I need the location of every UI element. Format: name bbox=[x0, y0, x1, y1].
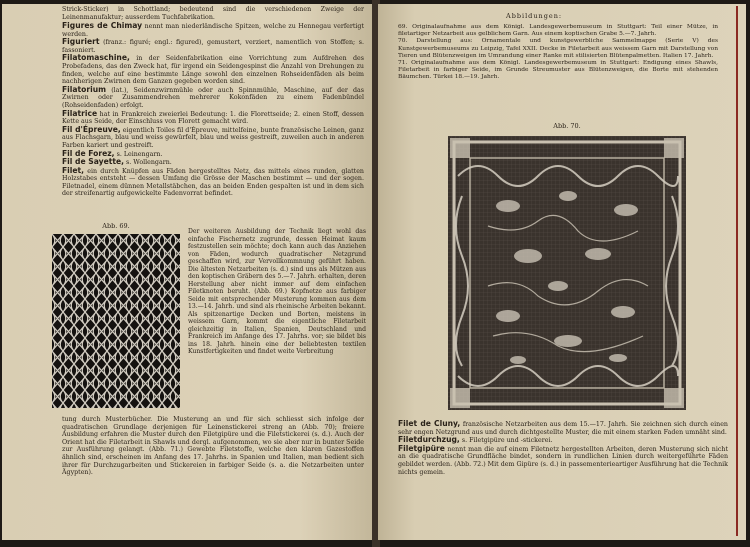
entry-fil-d-epreuve: Fil d'Épreuve, eigentlich Toiles fil d'Épreuve, mittelfeine, bunte französische Leinen, ganz aus Flachsgarn, blau und weiss gewürfelt, blau und weiss gestreift, zuweilen auch in anderen Farben kariert und gestreift. bbox=[62, 124, 364, 149]
caption-70: 70. Darstellung aus: Ornamentale und kunstgewerbliche Sammelmappe (Serie V) des Kunstgewerbemuseums zu Leipzig, Tafel XXII. Decke in Filetarbeit aus weissem Garn mit Darstellung von Tieren und Blütenzweigen im Umrandung einer Ranke mit stilisierten Blütenpalmetten. Italien 17. Jahrh. bbox=[398, 38, 718, 59]
fig69-caption: Abb. 69. bbox=[102, 222, 130, 230]
caption-69: 69. Originalaufnahme aus dem Königl. Landesgewerbemuseum in Stuttgart: Teil einer Mütze, in filetartiger Netzarbeit aus gelblichem Garn. Aus einem koptischen Grabe 5.—7. Jahrh. bbox=[398, 24, 718, 38]
left-page bbox=[2, 4, 374, 540]
left-top-text bbox=[62, 6, 364, 21]
netting-pattern bbox=[52, 234, 180, 408]
entry-filet-de-cluny: Filet de Cluny, französische Netzarbeiten aus dem 15.—17. Jahrh. Sie zeichnen sich durch einen sehr engen Netzgrund aus und durch dichtgestellte Muster, die mit einem starken Faden umnäht sind. bbox=[398, 419, 728, 436]
figure-70-lace-cover bbox=[448, 136, 686, 410]
entry-filatomaschine: Filatomaschine, in der Seidenfabrikation eine Vorrichtung zum Aufdrehen des Probefadens, das den Zweck hat, für irgend ein Seidengespinst die Anzahl von Drehungen zu finden, welche auf eine bestimmte Länge sowohl den einzelnen Rohseidenfäden als beim nachherigen Zwirnen dem Ganzen gegeben worden sind. bbox=[62, 53, 364, 86]
illustrations-heading: Abbildungen: bbox=[506, 12, 563, 20]
entry-fil-de-forez: Fil de Forez, s. Leinengarn. bbox=[62, 148, 163, 158]
right-page bbox=[378, 4, 746, 540]
entry-figures-de-chimay: Figures de Chimay nennt man niederländische Spitzen, welche zu Hennegau verfertigt werden. bbox=[62, 21, 364, 38]
right-entries bbox=[398, 420, 728, 476]
figure-captions bbox=[398, 24, 718, 82]
entry-filetgipuere: Filetgipüre nennt man die auf einem Filetnetz hergestellten Arbeiten, deren Musterung sich nicht an die quadratische Grundfläche bindet, sondern in rundlichen Linien durch weitergeführte Fäden gebildet werden. (Abb. 72.) Mit dem Gipüre (s. d.) in passementerieartiger Ausführung hat die Technik nichts gemein. bbox=[398, 443, 728, 476]
left-bottom-text: tung durch Musterbücher. Die Musterung an und für sich schliesst sich infolge der quadratischen Grundlage derjenigen für Leinenstickerei streng an (Abb. 70); freiere Ausbildung erfahren die Muster durch den Filetgipüre und die Filetstickerei (s. d.). Auch der Orient hat die Filetarbeit in Shawls und dergl. aufgenommen, wo sie aber nur in bunter Seide zur Ausführung gelangt. (Abb. 71.) Gewebte Filetstoffe, welche den klaren Gazestoffen ähnlich sind, erscheinen im Anfang des 17. Jahrhs. in Spanien und Italien, man bedient sich ihrer für Durchzugarbeiten und Stickereien in farbiger Seide (s. a. die Netzarbeiten unter Ägypten). bbox=[62, 416, 364, 477]
entry-filatorium: Filatorium (lat.), Seidenzwirnmühle oder auch Spinnmühle, Maschine, auf der das Zwirnen oder Zusammendrehen mehrerer Kokonfäden zu einem Fadenbündel (Rohseidenfaden) erfolgt. bbox=[62, 84, 364, 109]
left-entries bbox=[62, 22, 364, 198]
left-side-column: Der weiteren Ausbildung der Technik liegt wohl das einfache Fischernetz zugrunde, dessen Heimat kaum festzustellen sein möchte; doch kann auch das Anziehen von Fäden, wodurch quadratischer Netzgrund geschaffen wird, zur Vervollkommnung geführt haben. Die ältesten Netzarbeiten (s. d.) sind uns als Mützen aus den koptischen Gräbern des 5.—7. Jahrh. erhalten, deren Herstellung aber nicht immer auf dem einfachen Filetknoten beruht. (Abb. 69.) Kopfnetze aus farbiger Seide mit entsprechender Musterung kommen aus dem 13.—14. Jahrh. und sind als rheinische Arbeiten bekannt. Als spitzenartige Decken und Borten, meistens in weissem Garn, kommt die eigentliche Filetarbeit gleichzeitig in Italien, Spanien, Deutschland und Frankreich im Anfange des 17. Jahrhs. vor; sie bildet bis ins 18. Jahrh. hinein eine der beliebtesten textilen Kunstfertigkeiten und findet weite Verbreitung bbox=[188, 228, 366, 355]
entry-filatrice: Filatrice hat in Frankreich zweierlei Bedeutung: 1. die Florettseide; 2. einen Stoff, dessen Kette aus Seide, der Einschluss von Florett gemacht wird. bbox=[62, 108, 364, 126]
entry-fil-de-sayette: Fil de Sayette, s. Wollengarn. bbox=[62, 157, 172, 167]
page-edge-marker bbox=[736, 6, 738, 536]
lace-cover-illustration bbox=[448, 136, 686, 410]
entry-figuriert: Figuriert (franz.: figuré; engl.: figured), gemustert, verziert, namentlich von Stoffen; s. fassoniert. bbox=[62, 37, 364, 54]
top-fragment: Strick-Sticker) in Schottland; bedeutend sind die verschiedenen Zweige der Leinenmanufaktur; ausserdem Tuchfabrikation. bbox=[62, 6, 364, 21]
entry-filetdurchzug: Filetdurchzug, s. Filetgipüre und -stickerei. bbox=[398, 435, 553, 445]
caption-71: 71. Originalaufnahme aus dem Königl. Landesgewerbemuseum in Stuttgart: Endigung eines Shawls, Filetarbeit in farbiger Seide, im Grunde Streumuster aus Blütenzweigen, die Borte mit stehenden Bäumchen. Türkei 18.—19. Jahrh. bbox=[398, 60, 718, 81]
fig70-caption: Abb. 70. bbox=[553, 122, 581, 130]
entry-filet: Filet, ein durch Knüpfen aus Fäden hergestelltes Netz, das mittels eines runden, glatten Holzstabes entsteht — dessen Umfang die Grösse der Maschen bestimmt — und der sogen. Filetnadel, einem dünnen Metallstäbchen, das an beiden Enden gespalten ist und in dem sich der streifenartig aufgewickelte Fadenvorrat befindet. bbox=[62, 165, 364, 198]
figure-69-netting bbox=[52, 234, 180, 408]
